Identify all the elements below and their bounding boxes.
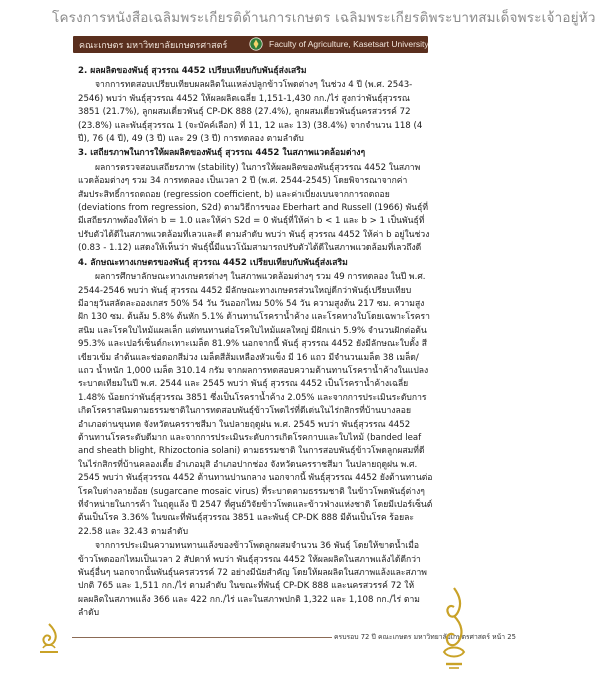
faculty-banner: [73, 36, 428, 53]
section-yield: [78, 65, 433, 146]
banner-english-label: Faculty of Agriculture, Kasetsart University: [269, 39, 429, 49]
document-body: [78, 65, 433, 622]
paragraph: จากการประเมินความทนทานแล้งของข้าวโพดลูกผสมจำนวน 36 พันธุ์ โดยให้ขาดน้ำเมื่อข้าวโพดออกไหมเป็นเวลา 2 สัปดาห์ พบว่า พันธุ์สุวรรณ 4452 ให้ผลผลิตในสภาพแล้งได้ดีกว่าพันธุ์อื่นๆ นอกจากนั้นพันธุ์นครสวรรค์ 72 อย่างมีนัยสำคัญ โดยให้ผลผลิตในสภาพแล้งและสภาพปกติ 765 และ 1,511 กก./ไร่ ตามลำดับ ในขณะที่พันธุ์ CP-DK 888 และนครสวรรค์ 72 ให้ผลผลิตในสภาพแล้ง 366 และ 422 กก./ไร่ และในสภาพปกติ 1,322 และ 1,108 กก./ไร่ ตามลำดับ: [78, 541, 427, 619]
series-title: โครงการหนังสือเฉลิมพระเกียรติด้านการเกษตร เฉลิมพระเกียรติพระบาทสมเด็จพระเจ้าอยู่หัว: [52, 10, 596, 26]
section-stability: [78, 147, 433, 255]
paragraph: ผลการตรวจสอบเสถียรภาพ (stability) ในการให้ผลผลิตของพันธุ์สุวรรณ 4452 ในสภาพแวดล้อมต่างๆ รวม 34 การทดลอง เป็นเวลา 2 ปี (พ.ศ. 2544-2545) โดยพิจารณาจากค่าสัมประสิทธิ์การถดถอย (regression coefficient, b) และค่าเบี่ยงเบนจากการถดถอย (deviations from regression, S2d) ตามวิธีการของ Eberhart and Russell (1966) พันธุ์ที่มีเสถียรภาพต้องให้ค่า b = 1.0 และให้ค่า S2d = 0 พันธุ์ที่ให้ค่า b < 1 และ b > 1 เป็นพันธุ์ที่ปรับตัวได้ดีในสภาพแวดล้อมที่เลวและดี ตามลำดับ พบว่า พันธุ์ สุวรรณ 4452 ให้ค่า b อยู่ในช่วง (0.83 - 1.12) แสดงให้เห็นว่า พันธุ์นี้มีแนวโน้มสามารถปรับตัวได้ดีในสภาพแวดล้อมที่เลวถึงดี: [78, 162, 430, 254]
university-logo-icon: [249, 37, 263, 51]
page-footer: [36, 622, 516, 672]
section-heading: 2. ผลผลิตของพันธุ์ สุวรรณ 4452 เปรียบเทียบกับพันธุ์ส่งเสริม: [78, 66, 307, 76]
section-heading: 3. เสถียรภาพในการให้ผลผลิตของพันธุ์ สุวรรณ 4452 ในสภาพแวดล้อมต่างๆ: [78, 148, 366, 159]
page-header: [0, 0, 596, 30]
thai-ornament-icon: [36, 622, 62, 656]
royal-emblem-ornament-icon: [438, 586, 470, 670]
paragraph: จากการทดสอบเปรียบเทียบผลผลิตในแหล่งปลูกข้าวโพดต่างๆ ในช่วง 4 ปี (พ.ศ. 2543-2546) พบว่า พันธุ์สุวรรณ 4452 ให้ผลผลิตเฉลี่ย 1,151-1,430 กก./ไร่ สูงกว่าพันธุ์สุวรรณ 3851 (21.7%), ลูกผสมเดี่ยวพันธุ์ CP-DK 888 (27.4%), ลูกผสมเดี่ยวพันธุ์นครสวรรค์ 72 (23.8%) และพันธุ์สุวรรณ 1 (จะบัคค์เลือก) ที่ 11, 12 และ 13) (38.4%) จากจำนวน 118 (4 ปี), 76 (4 ปี), 49 (3 ปี) และ 29 (3 ปี) การทดลอง ตามลำดับ: [78, 80, 423, 145]
footer-caption: ครบรอบ 72 ปี คณะเกษตร มหาวิทยาลัยเกษตรศาสตร์ หน้า 25: [334, 633, 516, 641]
section-agronomic-traits: [78, 257, 433, 621]
section-heading: 4. ลักษณะทางเกษตรของพันธุ์ สุวรรณ 4452 เปรียบเทียบกับพันธุ์ส่งเสริม: [78, 257, 348, 268]
banner-thai-label: คณะเกษตร มหาวิทยาลัยเกษตรศาสตร์: [79, 41, 228, 51]
paragraph: ผลการศึกษาลักษณะทางเกษตรต่างๆ ในสภาพแวดล้อมต่างๆ รวม 49 การทดลอง ในปี พ.ศ. 2544-2546 พบว่า พันธุ์ สุวรรณ 4452 มีลักษณะทางเกษตรส่วนใหญ่ดีกว่าพันธุ์เปรียบเทียบ มีอายุวันสลัดละอองเกสร 50% 54 วัน วันออกไหม 50% 54 วัน ความสูงต้น 217 ซม. ความสูงฝัก 130 ซม. ต้นล้ม 5.8% ต้นหัก 5.1% ด้านทานโรคราน้ำค้าง และโรคทางใบโดยเฉพาะโรคราสนิม และโรคใบไหม้แผลเล็ก แต่ทนทานต่อโรคใบไหม้แผลใหญ่ มีฝักเน่า 5.9% จำนวนฝักต่อต้น 95.3% และเปอร์เซ็นต์กะเทาะเมล็ด 81.9% นอกจากนี้ พันธุ์ สุวรรณ 4452 ยังมีลักษณะใบตั้ง สีเขียวเข้ม ลำต้นและช่อดอกสีม่วง เมล็ดสีส้มเหลืองหัวแข็ง มี 16 แถว มีจำนวนเมล็ด 38 เมล็ด/แถว น้ำหนัก 1,000 เมล็ด 310.14 กรัม จากผลการทดสอบความต้านทานโรคราน้ำค้างในแปลงระบาดเทียมในปี พ.ศ. 2544 และ 2545 พบว่า พันธุ์ สุวรรณ 4452 เป็นโรคราน้ำค้างเฉลี่ย 1.48% น้อยกว่าพันธุ์สุวรรณ 3851 ซึ่งเป็นโรคราน้ำค้าง 2.05% และจากการประเมินระดับการเกิดโรคราสนิมตามธรรมชาติในการทดสอบพันธุ์ข้าวโพดไร่ที่ดีเด่นในไร่กสิกรที่บ้านบางลอย อำเภอด่านขุนทด จังหวัดนครราชสีมา ในปลายฤดูฝน พ.ศ. 2545 พบว่า พันธุ์สุวรรณ 4452 ต้านทานโรคระดับดีมาก และจากการประเมินระดับการเกิดโรคกาบและใบไหม้ (banded leaf and sheath blight, Rhizoctonia solani) ตามธรรมชาติ ในการสอบพันธุ์ข้าวโพดลูกผสมที่ดีในไร่กสิกรที่บ้านคลองเตี้ย อำเภอมุสิ อำเภอปากช่อง จังหวัดนครราชสีมา ในปลายฤดูฝน พ.ศ. 2545 พบว่า พันธุ์สุวรรณ 4452 ต้านทานปานกลาง นอกจากนี้ พันธุ์สุวรรณ 4452 ยังต้านทานต่อโรคใบด่างลายอ้อย (sugarcane mosaic virus) ที่ระบาดตามธรรมชาติ ในข้าวโพดพันธุ์ต่างๆ ที่จำหน่ายในการค้า ในฤดูแล้ง ปี 2547 ที่ศูนย์วิจัยข้าวโพดและข้าวฟ่างแห่งชาติ โดยมีเปอร์เซ็นต์ต้นเป็นโรค 3.36% ในขณะที่พันธุ์สุวรรณ 3851 และพันธุ์ CP-DK 888 มีต้นเป็นโรค ร้อยละ 22.58 และ 32.43 ตามลำดับ: [78, 272, 433, 537]
